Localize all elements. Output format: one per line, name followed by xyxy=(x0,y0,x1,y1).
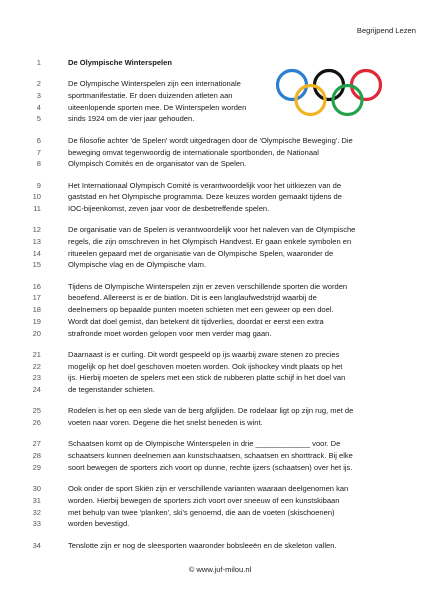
line-text: Tenslotte zijn er nog de sleesporten waaronder bobsleeën en de skeleton vallen. xyxy=(68,540,337,550)
text-line xyxy=(36,180,422,192)
text-line xyxy=(32,405,422,417)
paragraph-gap xyxy=(50,339,422,349)
line-number: 26 xyxy=(32,418,41,427)
paragraph xyxy=(32,438,422,473)
line-text: sinds 1924 om de vier jaar gehouden. xyxy=(68,114,195,124)
line-number: 20 xyxy=(32,328,41,338)
text-line xyxy=(36,90,422,102)
line-number: 33 xyxy=(32,519,41,529)
text-line xyxy=(32,462,422,474)
paragraph-gap xyxy=(50,125,422,135)
line-number: 24 xyxy=(32,384,41,394)
text-line xyxy=(32,372,422,384)
line-text: IOC-bijeenkomst, zeven jaar voor de desbetreffende spelen. xyxy=(68,203,270,213)
text-line xyxy=(32,248,422,260)
line-number: 30 xyxy=(32,484,41,494)
text-line xyxy=(36,78,422,90)
text-line xyxy=(32,495,422,507)
paragraph xyxy=(32,281,422,339)
line-number: 8 xyxy=(36,159,41,169)
line-number: 23 xyxy=(32,373,41,383)
line-text: Rodelen is het op een slede van de berg afglijden. De rodelaar ligt op zijn rug, met de xyxy=(68,406,354,416)
text-line xyxy=(32,304,422,316)
line-text: regels, die zijn omschreven in het Olympisch Handvest. Er gaan enkele symbolen en xyxy=(68,237,352,246)
paragraph-gap xyxy=(50,473,422,483)
line-text: Het Internationaal Olympisch Comité is verantwoordelijk voor het uitkiezen van de xyxy=(68,180,342,190)
text-line xyxy=(32,191,422,203)
line-number: 9 xyxy=(36,180,41,190)
text-line xyxy=(32,438,422,450)
page-title: De Olympische Winterspelen xyxy=(68,58,172,67)
text-line xyxy=(32,328,422,340)
text-line xyxy=(32,518,422,530)
line-number: 32 xyxy=(32,507,41,517)
text-body xyxy=(32,57,422,551)
text-line xyxy=(36,102,422,114)
line-number: 11 xyxy=(33,203,41,213)
paragraph-gap xyxy=(50,271,422,281)
paragraph xyxy=(36,78,422,125)
paragraph xyxy=(32,180,422,215)
line-text: soort bewegen de sporters zich voort op dunne, rechte ijzers (schaatsen) over het ijs. xyxy=(68,462,353,472)
line-number: 16 xyxy=(32,281,41,291)
line-number: 28 xyxy=(32,451,41,461)
text-line xyxy=(33,203,422,215)
text-line xyxy=(32,349,422,361)
paragraph xyxy=(32,483,422,530)
line-text: met behulp van twee 'planken', ski's genoemd, die aan de voeten (skischoenen) xyxy=(68,507,335,517)
line-text: De Olympische Winterspelen zijn een internationale xyxy=(68,79,241,89)
line-number: 15 xyxy=(32,260,41,270)
line-number: 27 xyxy=(32,439,41,449)
line-text: ritueelen gepaard met de organisatie van de Olympische Spelen, waaronder de xyxy=(68,248,334,258)
line-number: 6 xyxy=(36,135,41,145)
line-text: Daarnaast is er curling. Dit wordt gespeeld op ijs waarbij zware stenen zo precies xyxy=(68,349,340,359)
line-text: voeten naar voren. Degene die het snelst beneden is wint. xyxy=(68,418,263,427)
text-line xyxy=(36,135,422,147)
line-number: 10 xyxy=(32,192,41,202)
text-line xyxy=(32,540,422,552)
line-number: 14 xyxy=(32,248,41,258)
line-text: Olympische vlag en de Olympische vlam. xyxy=(68,260,206,270)
line-number: 34 xyxy=(32,540,41,550)
line-text: Ook onder de sport Skiën zijn er verschillende varianten waaraan deelgenomen kan xyxy=(68,484,349,494)
footer-copyright: © www.juf-milou.nl xyxy=(188,565,252,574)
text-line xyxy=(32,224,422,236)
text-line xyxy=(36,147,422,159)
text-line xyxy=(32,292,422,304)
line-text: Olympisch Comités en de organisator van de Spelen. xyxy=(68,159,247,169)
line-text: schaatsers kunnen deelnemen aan kunstschaatsen, schaatsen en shorttrack. Bij elke xyxy=(68,451,353,461)
paragraphs xyxy=(32,69,422,552)
line-number: 17 xyxy=(32,293,41,303)
line-number: 7 xyxy=(36,147,41,157)
line-number: 12 xyxy=(32,225,41,235)
line-number: 4 xyxy=(36,102,41,112)
line-text: de tegenstander schieten. xyxy=(68,384,155,394)
paragraph-gap xyxy=(50,429,422,439)
paragraph-gap xyxy=(50,215,422,225)
paragraph xyxy=(32,405,422,428)
line-text: uiteenlopende sporten mee. De Winterspelen worden xyxy=(68,102,247,112)
paragraph-gap xyxy=(50,69,422,79)
text-line xyxy=(32,483,422,495)
line-number: 3 xyxy=(36,91,41,101)
text-line xyxy=(32,281,422,293)
text-line xyxy=(32,259,422,271)
line-text: gaststad en het Olympische programma. Deze keuzes worden gemaakt tijdens de xyxy=(68,192,342,202)
line-number: 21 xyxy=(32,349,41,359)
line-text: De filosofie achter 'de Spelen' wordt uitgedragen door de 'Olympische Beweging'. Die xyxy=(68,135,353,145)
line-number: 31 xyxy=(32,495,41,505)
line-number: 2 xyxy=(36,79,41,89)
paragraph-gap xyxy=(50,170,422,180)
text-line xyxy=(32,417,422,429)
line-text: beoefend. Allereerst is er de biatlon. Dit is een langlaufwedstrijd waarbij de xyxy=(68,293,317,303)
line-text: Wordt dat doel gemist, dan betekent dit tijdverlies, doordat er eerst een extra xyxy=(68,316,324,326)
line-text: strafronde moet worden gelopen voor men verder mag gaan. xyxy=(68,328,272,338)
text-line xyxy=(32,236,422,248)
line-number: 25 xyxy=(32,406,41,416)
line-text: beweging omvat tegenwoordig de internationale sportbonden, de Nationaal xyxy=(68,147,319,157)
line-text: De organisatie van de Spelen is verantwoordelijk voor het naleven van de Olympische xyxy=(68,225,356,235)
paragraph-gap xyxy=(50,530,422,540)
line-text: Schaatsen komt op de Olympische Winterspelen in drie _____________ voor. De xyxy=(68,439,341,449)
paragraph xyxy=(32,540,422,552)
text-line xyxy=(36,158,422,170)
paragraph-gap xyxy=(50,396,422,406)
worksheet-category-label: Begrijpend Lezen xyxy=(356,26,416,35)
line-number: 29 xyxy=(32,462,41,472)
line-text: ijs. Hierbij moeten de spelers met een stick de rubberen platte schijf in het doel van xyxy=(68,373,346,383)
line-number: 5 xyxy=(36,114,41,124)
line-text: worden bevestigd. xyxy=(68,519,130,529)
text-line xyxy=(32,507,422,519)
text-line xyxy=(36,113,422,125)
text-line xyxy=(32,450,422,462)
paragraph xyxy=(36,135,422,170)
line-number: 18 xyxy=(32,305,41,315)
title-line xyxy=(36,57,422,69)
text-line xyxy=(32,361,422,373)
paragraph xyxy=(32,349,422,396)
line-number: 22 xyxy=(32,361,41,371)
paragraph xyxy=(32,224,422,271)
line-text: mogelijk op het doel geschoven moeten worden. Ook ijshockey vindt plaats op het xyxy=(68,361,343,371)
line-number: 19 xyxy=(32,316,41,326)
line-number: 1 xyxy=(36,58,41,67)
text-line xyxy=(32,384,422,396)
line-text: deelnemers op bepaalde punten moeten schieten met een geweer op een doel. xyxy=(68,305,334,315)
line-text: worden. Hierbij bewegen de sporters zich voort over sneeuw of een kunstskibaan xyxy=(68,495,340,505)
line-text: sportmanifestatie. Er doen duizenden atleten aan xyxy=(68,91,233,101)
line-text: Tijdens de Olympische Winterspelen zijn er zeven verschillende sporten die worden xyxy=(68,281,348,291)
text-line xyxy=(32,316,422,328)
line-number: 13 xyxy=(32,237,41,246)
